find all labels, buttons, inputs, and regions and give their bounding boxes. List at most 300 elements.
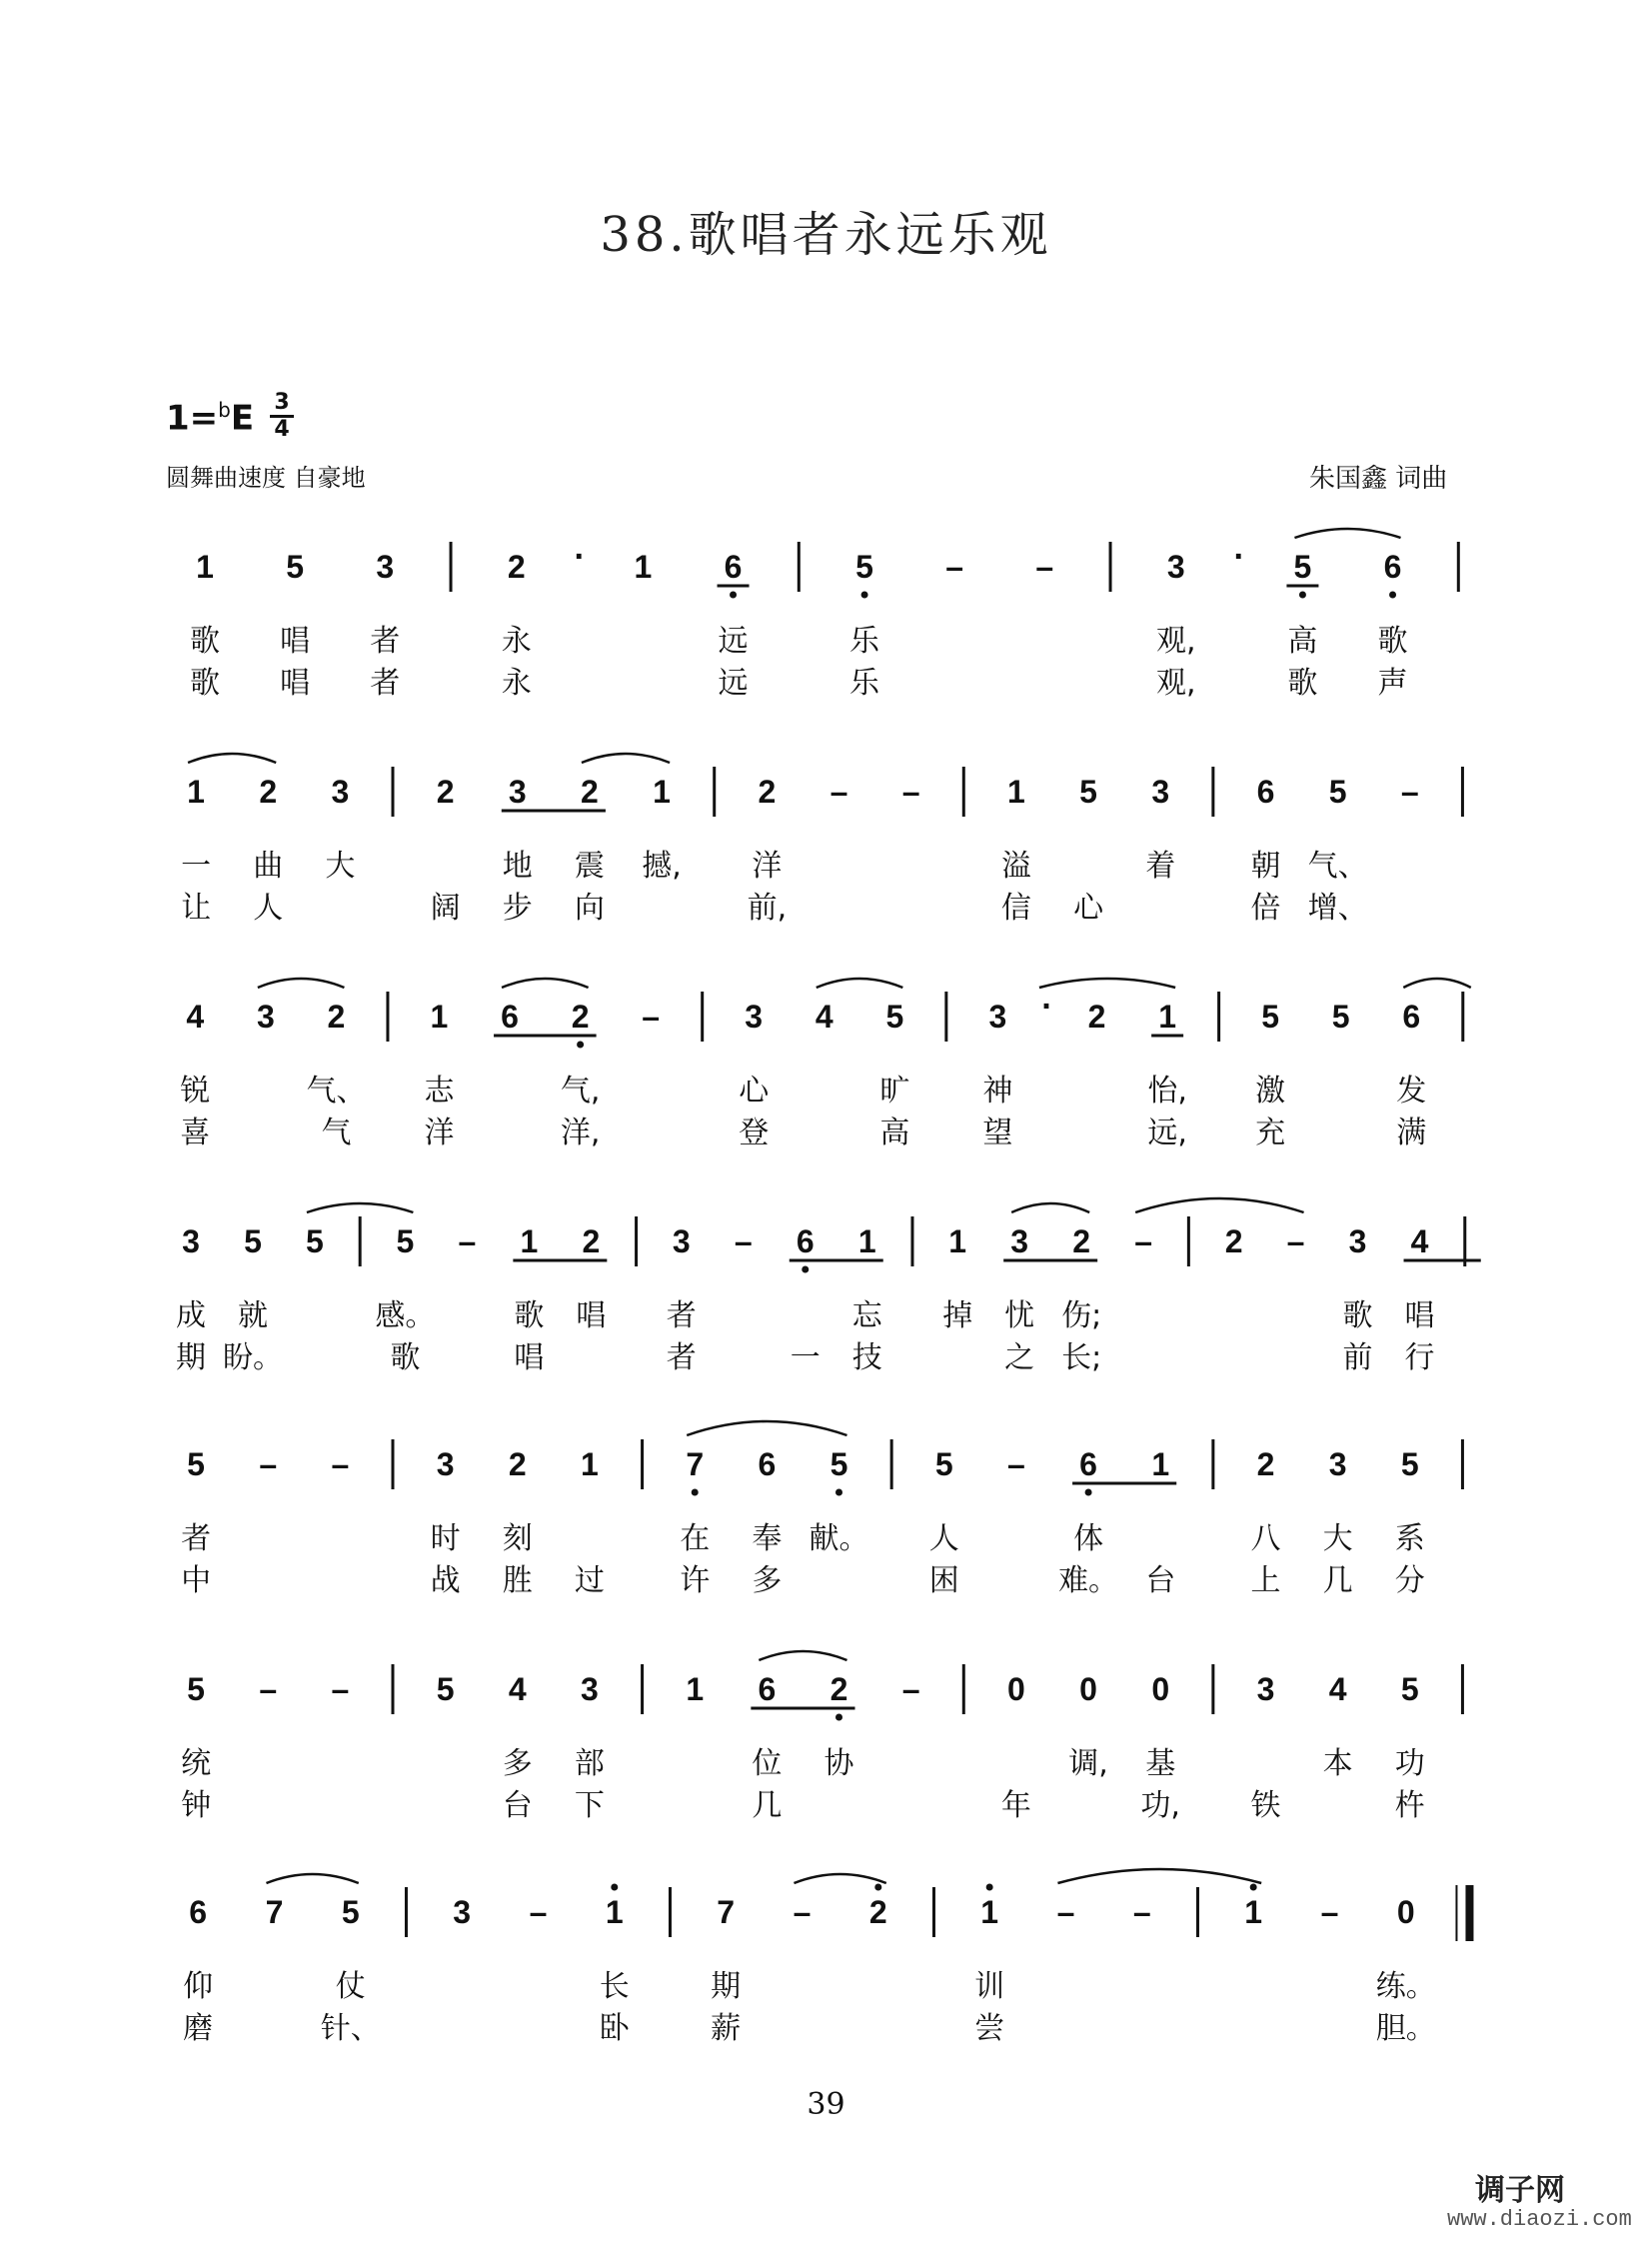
- note: 3: [672, 1223, 691, 1259]
- extension-dash: –: [901, 1671, 920, 1707]
- note: 7: [686, 1446, 705, 1482]
- note: 5: [885, 999, 904, 1035]
- lower-octave-dot: [835, 1489, 842, 1496]
- lyric-syllable: 歌: [514, 1298, 545, 1333]
- lyric-syllable: 锐: [180, 1074, 211, 1109]
- lyric-syllable: 歌: [1377, 624, 1408, 659]
- lyric-syllable: 让: [181, 891, 212, 926]
- lyric-syllable: 上: [1250, 1563, 1281, 1598]
- note: 5: [436, 1671, 455, 1707]
- note: 1: [196, 549, 214, 585]
- extension-dash: –: [901, 774, 920, 810]
- watermark-name: 调子网: [1475, 2173, 1565, 2208]
- note: 4: [815, 999, 833, 1035]
- lyric-syllable: 登: [739, 1116, 770, 1150]
- lyric-syllable: 一: [181, 849, 212, 884]
- lyric-syllable: 盼。: [222, 1340, 283, 1375]
- slur-arc: [188, 754, 276, 763]
- lyric-syllable: 期: [711, 1969, 742, 2004]
- note: 2: [1256, 1446, 1275, 1482]
- lyric-syllable: 永: [501, 666, 532, 701]
- slur-arc: [1294, 529, 1400, 538]
- lyric-syllable: 系: [1394, 1521, 1425, 1556]
- lyric-syllable: 仗: [335, 1969, 366, 2004]
- note: 7: [265, 1894, 284, 1930]
- lyric-syllable: 在: [680, 1521, 711, 1556]
- lyric-syllable: 永: [501, 624, 532, 659]
- note: 6: [796, 1223, 815, 1259]
- slur-arc: [1135, 1198, 1303, 1212]
- lyric-syllable: 望: [982, 1116, 1013, 1150]
- upper-octave-dot: [611, 1884, 618, 1891]
- extension-dash: –: [1286, 1223, 1305, 1259]
- notation-line: [0, 745, 1652, 825]
- lyric-syllable: 高: [879, 1116, 910, 1150]
- notation-line: [0, 1194, 1652, 1274]
- lyric-syllable: 许: [680, 1563, 711, 1598]
- note: 3: [453, 1894, 472, 1930]
- extension-dash: –: [1007, 1446, 1025, 1482]
- note: 1: [520, 1223, 539, 1259]
- lyric-syllable: 磨: [183, 2011, 214, 2046]
- note: 5: [187, 1446, 205, 1482]
- notation-line: [0, 970, 1652, 1050]
- note: 2: [758, 774, 777, 810]
- note: 1: [1158, 999, 1177, 1035]
- lyric-syllable: 气: [321, 1116, 352, 1150]
- lyric-syllable: 位: [752, 1746, 783, 1781]
- score-row: [0, 745, 1652, 945]
- note: 5: [306, 1223, 324, 1259]
- lyric-syllable: 远: [718, 624, 749, 659]
- lyric-syllable: 伤;: [1061, 1298, 1102, 1333]
- lyric-syllable: 前: [1342, 1340, 1373, 1375]
- note: 2: [327, 999, 346, 1035]
- note: 3: [1010, 1223, 1029, 1259]
- note: 1: [857, 1223, 876, 1259]
- note: 3: [1166, 549, 1185, 585]
- note: 3: [581, 1671, 599, 1707]
- lyric-syllable: 铁: [1250, 1788, 1281, 1823]
- notation-line: [0, 1642, 1652, 1722]
- lyric-syllable: 者: [370, 666, 401, 701]
- note: 2: [582, 1223, 601, 1259]
- note: 2: [507, 549, 526, 585]
- note: 5: [187, 1671, 205, 1707]
- note: 2: [581, 774, 599, 810]
- lyric-syllable: 歌: [190, 624, 221, 659]
- lyric-syllable: 就: [237, 1298, 268, 1333]
- score-row: [0, 1194, 1652, 1394]
- note: 6: [1079, 1446, 1097, 1482]
- note: 4: [508, 1671, 527, 1707]
- note: 0: [1079, 1671, 1097, 1707]
- note: 2: [571, 999, 590, 1035]
- extension-dash: –: [331, 1671, 350, 1707]
- lyric-syllable: 唱: [280, 666, 311, 701]
- dotted-note: ·: [574, 538, 586, 576]
- note: 5: [244, 1223, 262, 1259]
- lyric-syllable: 薪: [711, 2011, 742, 2046]
- note: 5: [1261, 999, 1280, 1035]
- lyric-syllable: 洋,: [560, 1116, 601, 1150]
- lyric-syllable: 大: [325, 849, 356, 884]
- lyric-syllable: 洋: [752, 849, 783, 884]
- lyric-syllable: 之: [1004, 1340, 1035, 1375]
- lyric-syllable: 观,: [1156, 624, 1196, 659]
- lyric-syllable: 人: [253, 891, 284, 926]
- lyric-syllable: 忧: [1004, 1298, 1035, 1333]
- song-title: 38.歌唱者永远乐观: [600, 207, 1052, 263]
- key-tonic: E: [230, 398, 255, 439]
- lyric-syllable: 阔: [430, 891, 461, 926]
- lyric-syllable: 歌: [190, 666, 221, 701]
- lyric-syllable: 本: [1322, 1746, 1353, 1781]
- key-prefix: 1=: [166, 398, 219, 439]
- note: 2: [1224, 1223, 1243, 1259]
- lyric-syllable: 发: [1396, 1074, 1427, 1109]
- lyric-syllable: 者: [666, 1298, 697, 1333]
- lyric-syllable: 尝: [974, 2011, 1005, 2046]
- extension-dash: –: [1400, 774, 1419, 810]
- note: 3: [988, 999, 1007, 1035]
- note: 3: [508, 774, 527, 810]
- slur-arc: [687, 1421, 846, 1435]
- lyric-syllable: 着: [1145, 849, 1176, 884]
- note: 3: [376, 549, 395, 585]
- lyric-syllable: 长;: [1061, 1340, 1102, 1375]
- note: 1: [634, 549, 653, 585]
- lyric-syllable: 怡,: [1147, 1074, 1187, 1109]
- lyric-syllable: 者: [370, 624, 401, 659]
- lyric-syllable: 下: [574, 1788, 605, 1823]
- time-signature: [270, 392, 294, 441]
- note: 3: [1328, 1446, 1347, 1482]
- note: 2: [1087, 999, 1106, 1035]
- lyric-syllable: 八: [1250, 1521, 1281, 1556]
- lyric-syllable: 歌: [1287, 666, 1318, 701]
- lyric-syllable: 洋: [424, 1116, 455, 1150]
- upper-octave-dot: [986, 1884, 993, 1891]
- slur-arc: [1057, 1869, 1261, 1883]
- extension-dash: –: [1134, 1223, 1153, 1259]
- note: 6: [724, 549, 743, 585]
- lyric-syllable: 溢: [1000, 849, 1031, 884]
- lyric-syllable: 忘: [851, 1298, 882, 1333]
- note: 2: [259, 774, 278, 810]
- extension-dash: –: [829, 774, 848, 810]
- lyric-syllable: 志: [424, 1074, 455, 1109]
- slur-arc: [582, 754, 670, 763]
- lyric-syllable: 心: [1073, 891, 1104, 926]
- lyric-syllable: 大: [1322, 1521, 1353, 1556]
- lyric-syllable: 人: [928, 1521, 959, 1556]
- lyric-syllable: 增、: [1307, 891, 1368, 926]
- lyric-syllable: 气、: [306, 1074, 367, 1109]
- note: 3: [1348, 1223, 1367, 1259]
- score-row: [0, 520, 1652, 720]
- note: 6: [758, 1671, 777, 1707]
- lyric-syllable: 卧: [599, 2011, 630, 2046]
- lyric-syllable: 远: [718, 666, 749, 701]
- slur-arc: [1011, 1203, 1089, 1212]
- extension-dash: –: [529, 1894, 548, 1930]
- note: 5: [1293, 549, 1312, 585]
- note: 3: [1151, 774, 1170, 810]
- key-signature: [166, 398, 254, 438]
- note: 7: [717, 1894, 736, 1930]
- lyric-syllable: 歌: [390, 1340, 421, 1375]
- lyric-syllable: 针、: [320, 2011, 381, 2046]
- lyric-syllable: 一: [790, 1340, 821, 1375]
- lyric-syllable: 功: [1394, 1746, 1425, 1781]
- note: 3: [745, 999, 764, 1035]
- note: 6: [1402, 999, 1421, 1035]
- lyric-syllable: 钟: [181, 1788, 212, 1823]
- lyric-syllable: 训: [974, 1969, 1005, 2004]
- upper-octave-dot: [1250, 1884, 1257, 1891]
- lyric-syllable: 练。: [1375, 1969, 1436, 2004]
- extension-dash: –: [259, 1671, 278, 1707]
- extension-dash: –: [1035, 549, 1054, 585]
- lyric-syllable: 多: [752, 1563, 783, 1598]
- lyric-syllable: 体: [1073, 1521, 1104, 1556]
- slur-arc: [307, 1203, 413, 1212]
- note: 5: [1400, 1446, 1419, 1482]
- lyric-syllable: 朝: [1250, 849, 1281, 884]
- upper-octave-dot: [874, 1884, 881, 1891]
- lyric-syllable: 震: [574, 849, 605, 884]
- slur-arc: [817, 979, 903, 988]
- extension-dash: –: [1056, 1894, 1075, 1930]
- final-barline: [1465, 1885, 1473, 1941]
- score-row: [0, 970, 1652, 1169]
- tempo-mark: 圆舞曲速度 自豪地: [166, 464, 366, 492]
- lyric-syllable: 困: [928, 1563, 959, 1598]
- lyric-syllable: 杵: [1394, 1788, 1425, 1823]
- lyric-syllable: 高: [1287, 624, 1318, 659]
- lower-octave-dot: [692, 1489, 699, 1496]
- lyric-syllable: 倍: [1250, 891, 1281, 926]
- note: 1: [430, 999, 449, 1035]
- score-row: [0, 1417, 1652, 1617]
- lyric-syllable: 时: [430, 1521, 461, 1556]
- lyric-syllable: 者: [666, 1340, 697, 1375]
- notation-line: [0, 1865, 1652, 1945]
- lower-octave-dot: [1389, 592, 1396, 599]
- dotted-note: ·: [1233, 538, 1245, 576]
- note: 5: [855, 549, 873, 585]
- lyric-syllable: 仰: [183, 1969, 214, 2004]
- extension-dash: –: [945, 549, 964, 585]
- note: 1: [980, 1894, 999, 1930]
- lyric-syllable: 远,: [1147, 1116, 1187, 1150]
- note: 1: [187, 774, 205, 810]
- note: 1: [605, 1894, 624, 1930]
- time-denominator: 4: [274, 417, 290, 442]
- lyric-syllable: 几: [752, 1788, 783, 1823]
- note: 3: [331, 774, 350, 810]
- lyric-syllable: 期: [175, 1340, 206, 1375]
- lyric-syllable: 气,: [560, 1074, 601, 1109]
- extension-dash: –: [1132, 1894, 1151, 1930]
- lyric-syllable: 协: [824, 1746, 854, 1781]
- lyric-syllable: 乐: [849, 666, 880, 701]
- note: 6: [1256, 774, 1275, 810]
- lyric-syllable: 战: [430, 1563, 461, 1598]
- final-barline: [1455, 1885, 1457, 1941]
- note: 5: [1079, 774, 1097, 810]
- dotted-note: ·: [1041, 988, 1053, 1026]
- note: 1: [948, 1223, 967, 1259]
- watermark-url: www.diaozi.com: [1447, 2207, 1632, 2232]
- notation-line: [0, 1417, 1652, 1497]
- note: 1: [1151, 1446, 1170, 1482]
- lyric-syllable: 几: [1322, 1563, 1353, 1598]
- lower-octave-dot: [577, 1042, 584, 1049]
- note: 2: [1072, 1223, 1091, 1259]
- note: 3: [256, 999, 275, 1035]
- lyric-syllable: 分: [1394, 1563, 1425, 1598]
- extension-dash: –: [642, 999, 661, 1035]
- lyric-syllable: 喜: [180, 1116, 211, 1150]
- note: 6: [758, 1446, 777, 1482]
- lyric-syllable: 年: [1000, 1788, 1031, 1823]
- lyric-syllable: 难。: [1058, 1563, 1119, 1598]
- note: 4: [1410, 1223, 1429, 1259]
- lyric-syllable: 观,: [1156, 666, 1196, 701]
- lyric-syllable: 气、: [1307, 849, 1368, 884]
- flat-sign: b: [218, 398, 231, 422]
- lyric-syllable: 神: [982, 1074, 1013, 1109]
- note: 1: [686, 1671, 705, 1707]
- notation-line: [0, 520, 1652, 600]
- lyric-syllable: 台: [1145, 1563, 1176, 1598]
- extension-dash: –: [331, 1446, 350, 1482]
- lyric-syllable: 过: [574, 1563, 605, 1598]
- lower-octave-dot: [861, 592, 868, 599]
- lyric-syllable: 胜: [502, 1563, 533, 1598]
- lower-octave-dot: [835, 1714, 842, 1721]
- lyric-syllable: 多: [502, 1746, 533, 1781]
- note: 0: [1007, 1671, 1025, 1707]
- lyric-syllable: 充: [1255, 1116, 1286, 1150]
- note: 2: [508, 1446, 527, 1482]
- extension-dash: –: [259, 1446, 278, 1482]
- lyric-syllable: 唱: [1404, 1298, 1435, 1333]
- lyric-syllable: 唱: [576, 1298, 607, 1333]
- lyric-syllable: 前,: [747, 891, 788, 926]
- lower-octave-dot: [1085, 1489, 1092, 1496]
- lower-octave-dot: [730, 592, 737, 599]
- note: 5: [1400, 1671, 1419, 1707]
- note: 3: [182, 1223, 200, 1259]
- note: 5: [934, 1446, 953, 1482]
- note: 1: [653, 774, 671, 810]
- note: 3: [436, 1446, 455, 1482]
- lyric-syllable: 声: [1377, 666, 1408, 701]
- lyric-syllable: 者: [181, 1521, 212, 1556]
- lyric-syllable: 向: [574, 891, 605, 926]
- lyric-syllable: 部: [574, 1746, 605, 1781]
- note: 6: [501, 999, 519, 1035]
- extension-dash: –: [793, 1894, 812, 1930]
- note: 5: [829, 1446, 848, 1482]
- lyric-syllable: 掉: [942, 1298, 973, 1333]
- lyric-syllable: 感。: [375, 1298, 436, 1333]
- note: 2: [868, 1894, 887, 1930]
- lyric-syllable: 长: [599, 1969, 630, 2004]
- note: 2: [436, 774, 455, 810]
- note: 5: [286, 549, 305, 585]
- note: 1: [1007, 774, 1025, 810]
- lyric-syllable: 调,: [1068, 1746, 1108, 1781]
- lyric-syllable: 行: [1404, 1340, 1435, 1375]
- page-number: 39: [807, 2087, 845, 2122]
- lyric-syllable: 信: [1000, 891, 1031, 926]
- lyric-syllable: 乐: [849, 624, 880, 659]
- note: 5: [396, 1223, 415, 1259]
- lower-octave-dot: [1299, 592, 1306, 599]
- slur-arc: [1403, 979, 1471, 988]
- extension-dash: –: [734, 1223, 753, 1259]
- lyric-syllable: 台: [502, 1788, 533, 1823]
- note: 5: [1328, 774, 1347, 810]
- lyric-syllable: 曲: [253, 849, 284, 884]
- note: 4: [1328, 1671, 1347, 1707]
- slur-arc: [794, 1874, 885, 1883]
- time-numerator: 3: [274, 390, 290, 415]
- lyric-syllable: 唱: [514, 1340, 545, 1375]
- note: 0: [1396, 1894, 1415, 1930]
- lyric-syllable: 心: [739, 1074, 770, 1109]
- lyric-syllable: 统: [181, 1746, 212, 1781]
- slur-arc: [502, 979, 589, 988]
- lyric-syllable: 中: [181, 1563, 212, 1598]
- extension-dash: –: [458, 1223, 477, 1259]
- lyric-syllable: 唱: [280, 624, 311, 659]
- lyric-syllable: 功,: [1140, 1788, 1180, 1823]
- extension-dash: –: [1320, 1894, 1339, 1930]
- lyric-syllable: 成: [175, 1298, 206, 1333]
- slur-arc: [759, 1651, 846, 1660]
- lyric-syllable: 基: [1145, 1746, 1176, 1781]
- lyric-syllable: 满: [1396, 1116, 1427, 1150]
- lyric-syllable: 献。: [809, 1521, 869, 1556]
- lyric-syllable: 地: [502, 849, 533, 884]
- lower-octave-dot: [802, 1266, 809, 1273]
- note: 1: [581, 1446, 599, 1482]
- note: 3: [1256, 1671, 1275, 1707]
- note: 6: [1383, 549, 1402, 585]
- note: 0: [1151, 1671, 1170, 1707]
- lyric-syllable: 奉: [752, 1521, 783, 1556]
- note: 4: [186, 999, 205, 1035]
- credit-line: 朱国鑫 词曲: [1309, 464, 1448, 494]
- lyric-syllable: 歌: [1342, 1298, 1373, 1333]
- lyric-syllable: 技: [851, 1340, 882, 1375]
- note: 5: [341, 1894, 360, 1930]
- slur-arc: [1039, 979, 1175, 988]
- lyric-syllable: 步: [502, 891, 533, 926]
- note: 5: [1331, 999, 1350, 1035]
- slur-arc: [258, 979, 345, 988]
- score-row: [0, 1865, 1652, 2065]
- lyric-syllable: 刻: [502, 1521, 533, 1556]
- slur-arc: [266, 1874, 358, 1883]
- lyric-syllable: 激: [1255, 1074, 1286, 1109]
- lyric-syllable: 撼,: [642, 849, 682, 884]
